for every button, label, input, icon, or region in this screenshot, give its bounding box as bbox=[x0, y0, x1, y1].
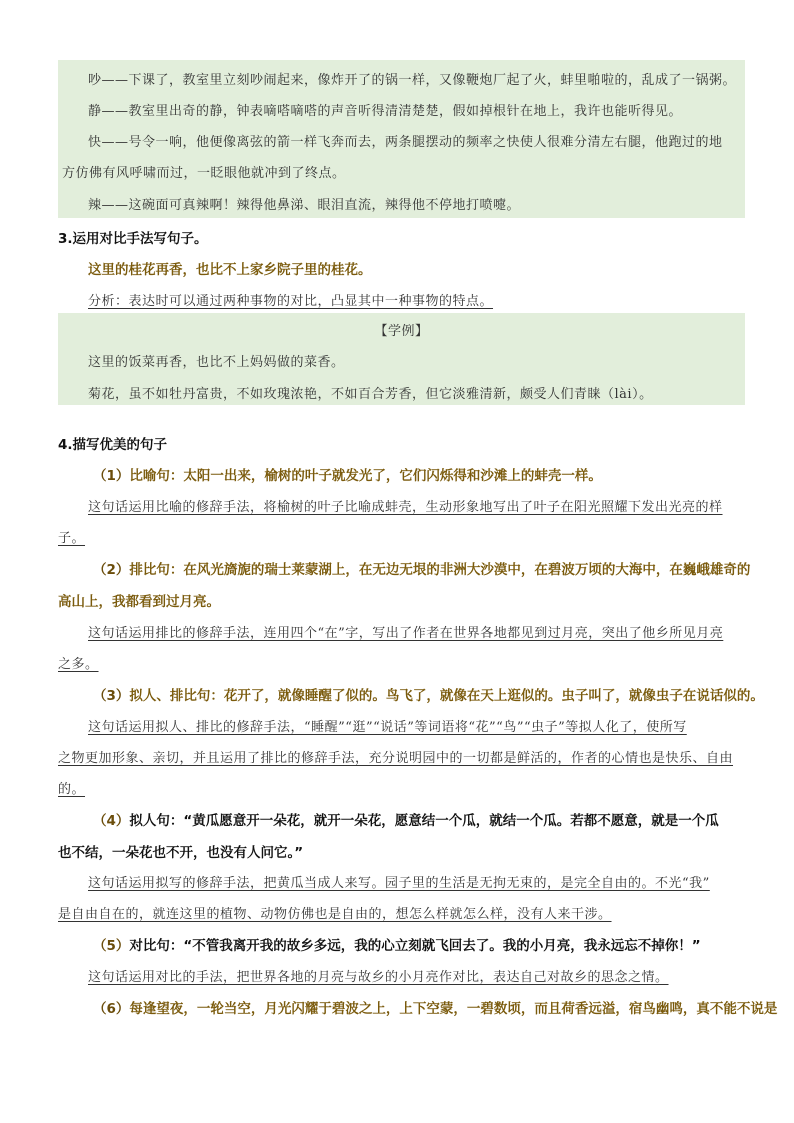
item-3-analysis-line-2: 之物更加形象、亲切，并且运用了排比的修辞手法，充分说明园中的一切都是鲜活的，作者的心情也是快乐、自由 bbox=[58, 751, 734, 766]
item-2-sentence-line-1: （2）排比句：在风光旖旎的瑞士莱蒙湖上，在无边无垠的非洲大沙漠中，在碧波万顷的大海中，在巍峨雄奇的 bbox=[93, 562, 751, 578]
item-3-analysis-line-3: 的。 bbox=[58, 782, 86, 797]
item-2-sentence-line-2: 高山上，我都看到过月亮。 bbox=[58, 594, 220, 610]
item-5-analysis-line-1: 这句话运用对比的手法，把世界各地的月亮与故乡的小月亮作对比，表达自己对故乡的思念之情。 bbox=[88, 970, 669, 985]
item-4-analysis-line-2: 是自由自在的，就连这里的植物、动物仿佛也是自由的，想怎么样就怎么样，没有人来干涉。 bbox=[58, 907, 612, 922]
example-line-fast: 快——号令一响，他便像离弦的箭一样飞奔而去，两条腿摆动的频率之快使人很难分清左右腿，他跑过的地 bbox=[88, 135, 723, 150]
item-5-sentence: （5）对比句：“不管我离开我的故乡多远，我的心立刻就飞回去了。我的小月亮，我永远忘不掉你！” bbox=[93, 938, 701, 954]
item-2-analysis-line-2: 之多。 bbox=[58, 657, 99, 672]
item-1-sentence: （1）比喻句：太阳一出来，榆树的叶子就发光了，它们闪烁得和沙滩上的蚌壳一样。 bbox=[93, 468, 602, 484]
section-3-analysis: 分析：表达时可以通过两种事物的对比，凸显其中一种事物的特点。 bbox=[88, 294, 494, 309]
example-box-1 bbox=[58, 60, 745, 218]
item-3-analysis-line-1: 这句话运用拟人、排比的修辞手法，“睡醒”“逛”“说话”等词语将“花”“鸟”“虫子”等拟人化了，使所写 bbox=[88, 720, 687, 735]
item-1-analysis-line-2: 子。 bbox=[58, 531, 86, 546]
item-4-sentence-line-2: 也不结，一朵花也不开，也没有人问它。” bbox=[58, 845, 304, 861]
item-2-analysis-line-1: 这句话运用排比的修辞手法，连用四个“在”字，写出了作者在世界各地都见到过月亮，突出了他乡所见月亮 bbox=[88, 626, 724, 641]
learn-example-line-2: 菊花，虽不如牡丹富贵，不如玫瑰浓艳，不如百合芳香，但它淡雅清新，颇受人们青睐（lài）。 bbox=[88, 387, 653, 402]
item-1-analysis-line-1: 这句话运用比喻的修辞手法，将榆树的叶子比喻成蚌壳，生动形象地写出了叶子在阳光照耀下发出光亮的样 bbox=[88, 500, 723, 515]
example-line-fast-cont: 方仿佛有风呼啸而过，一眨眼他就冲到了终点。 bbox=[62, 166, 346, 181]
example-line-spicy: 辣——这碗面可真辣啊！辣得他鼻涕、眼泪直流，辣得他不停地打喷嚏。 bbox=[88, 198, 521, 213]
item-4-analysis-line-1: 这句话运用拟写的修辞手法，把黄瓜当成人来写。园子里的生活是无拘无束的，是完全自由的。不光“我” bbox=[88, 876, 710, 891]
example-box-2 bbox=[58, 313, 745, 405]
section-3-heading: 3.运用对比手法写句子。 bbox=[58, 231, 208, 247]
item-6-sentence: （6）每逢望夜，一轮当空，月光闪耀于碧波之上，上下空蒙，一碧数顷，而且荷香远溢，宿鸟幽鸣，真不能不说是 bbox=[93, 1001, 778, 1017]
learn-example-title: 【学例】 bbox=[374, 324, 429, 339]
item-4-sentence-line-1: （4）拟人句：“黄瓜愿意开一朵花，就开一朵花，愿意结一个瓜，就结一个瓜。若都不愿意，就是一个瓜 bbox=[93, 813, 719, 829]
example-line-noisy: 吵——下课了，教室里立刻吵闹起来，像炸开了的锅一样，又像鞭炮厂起了火，蚌里啪啦的，乱成了一锅粥。 bbox=[88, 73, 737, 88]
learn-example-line-1: 这里的饭菜再香，也比不上妈妈做的菜香。 bbox=[88, 355, 345, 370]
section-4-heading: 4.描写优美的句子 bbox=[58, 437, 168, 453]
item-3-sentence: （3）拟人、排比句：花开了，就像睡醒了似的。鸟飞了，就像在天上逛似的。虫子叫了，就像虫子在说话似的。 bbox=[93, 688, 764, 704]
example-line-quiet: 静——教室里出奇的静，钟表嘀嗒嘀嗒的声音听得清清楚楚，假如掉根针在地上，我许也能听得见。 bbox=[88, 104, 683, 119]
section-3-example: 这里的桂花再香，也比不上家乡院子里的桂花。 bbox=[88, 262, 372, 278]
